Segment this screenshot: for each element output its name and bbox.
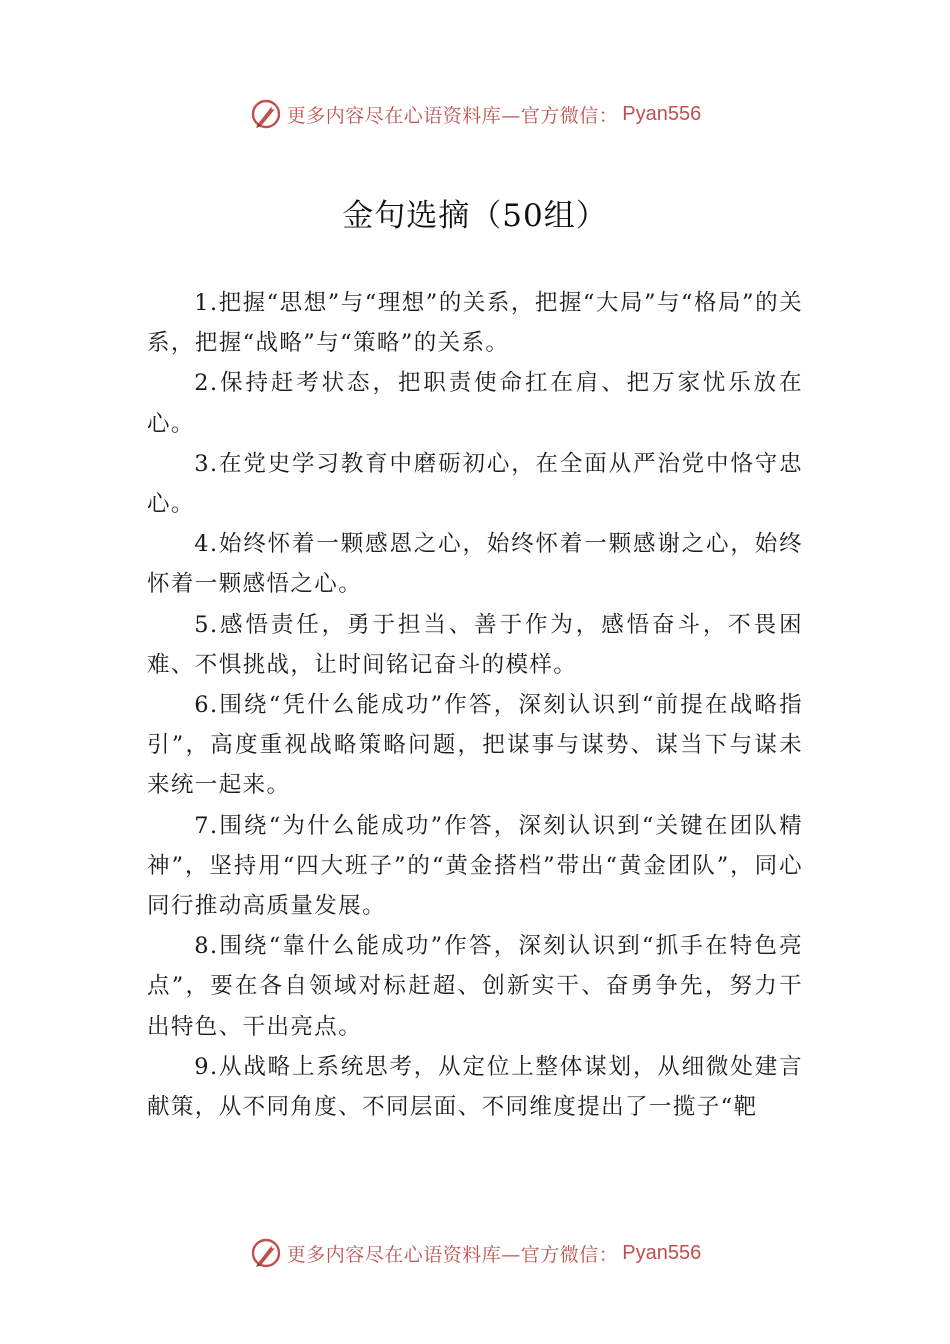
pen-circle-logo-icon [249, 97, 283, 131]
paragraph-3: 3.在党史学习教育中磨砺初心，在全面从严治党中恪守忠心。 [147, 450, 803, 518]
banner-text: 更多内容尽在心语资料库—官方微信： [286, 104, 619, 127]
pen-circle-logo-icon [249, 1236, 283, 1270]
paragraph-9: 9.从战略上系统思考，从定位上整体谋划，从细微处建言献策，从不同角度、不同层面、不同维度提出了一揽子“靶 [147, 1053, 803, 1121]
page-title: 金句选摘（50组） [342, 198, 608, 234]
paragraph-7: 7.围绕“为什么能成功”作答，深刻认识到“关键在团队精神”，坚持用“四大班子”的“黄金搭档”带出“黄金团队”，同心同行推动高质量发展。 [147, 812, 803, 920]
banner-handle: Pyan556 [622, 102, 702, 125]
footer-banner-handle: Pyan556 [622, 1241, 702, 1264]
paragraph-2: 2.保持赶考状态，把职责使命扛在肩、把万家忧乐放在心。 [147, 370, 803, 437]
document-body [147, 283, 803, 1127]
paragraph-4: 4.始终怀着一颗感恩之心，始终怀着一颗感谢之心，始终怀着一颗感悟之心。 [147, 531, 803, 598]
footer-banner [0, 1233, 950, 1273]
footer-banner-text: 更多内容尽在心语资料库—官方微信： [286, 1243, 619, 1266]
paragraph-8: 8.围绕“靠什么能成功”作答，深刻认识到“抓手在特色亮点”，要在各自领域对标赶超、创新实干、奋勇争先，努力干出特色、干出亮点。 [147, 933, 803, 1040]
paragraph-6: 6.围绕“凭什么能成功”作答，深刻认识到“前提在战略指引”，高度重视战略策略问题，把谋事与谋势、谋当下与谋未来统一起来。 [147, 692, 803, 799]
paragraph-1: 1.把握“思想”与“理想”的关系，把握“大局”与“格局”的关系，把握“战略”与“策略”的关系。 [147, 290, 803, 357]
paragraph-5: 5.感悟责任，勇于担当、善于作为，感悟奋斗，不畏困难、不惧挑战，让时间铭记奋斗的模样。 [147, 611, 803, 678]
header-banner [0, 94, 950, 134]
